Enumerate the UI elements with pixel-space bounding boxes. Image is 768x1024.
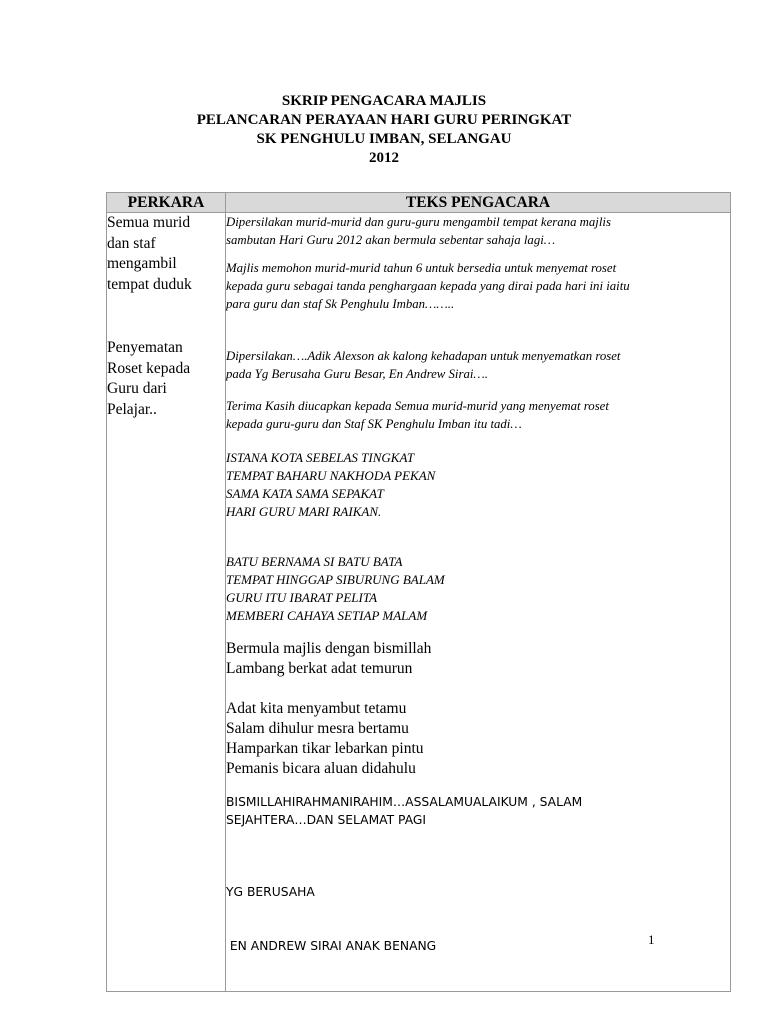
perkara-line: Semua murid bbox=[107, 214, 191, 231]
table-header-row bbox=[107, 193, 731, 213]
text-line: para guru dan staf Sk Penghulu Imban…….. bbox=[226, 297, 455, 311]
text-line: sambutan Hari Guru 2012 akan bermula sebentar sahaja lagi… bbox=[226, 233, 556, 247]
text-line: kepada guru-guru dan Staf SK Penghulu Imban itu tadi… bbox=[226, 417, 522, 431]
perkara-line: dan staf bbox=[107, 234, 156, 252]
text-line: Majlis memohon murid-murid tahun 6 untuk bersedia untuk menyemat roset bbox=[226, 261, 617, 275]
text-line: YG BERUSAHA bbox=[226, 885, 315, 899]
verse-line: GURU ITU IBARAT PELITA bbox=[226, 590, 378, 605]
table-row bbox=[107, 213, 731, 992]
verse-line: Hamparkan tikar lebarkan pintu bbox=[226, 740, 424, 757]
script-paragraph bbox=[226, 259, 730, 313]
verse-line: TEMPAT BAHARU NAKHODA PEKAN bbox=[226, 468, 436, 483]
verse-line: SAMA KATA SAMA SEPAKAT bbox=[226, 486, 384, 501]
pantun-verse bbox=[226, 639, 730, 679]
perkara-item bbox=[107, 213, 225, 295]
title-line: SK PENGHULU IMBAN, SELANGAU bbox=[256, 131, 512, 147]
perkara-cell bbox=[107, 213, 226, 992]
document-title bbox=[0, 92, 768, 168]
verse-line: ISTANA KOTA SEBELAS TINGKAT bbox=[226, 450, 415, 465]
title-year: 2012 bbox=[369, 150, 399, 166]
text-line: pada Yg Berusaha Guru Besar, En Andrew Sirai…. bbox=[226, 367, 488, 381]
script-paragraph bbox=[226, 347, 730, 383]
verse-line: HARI GURU MARI RAIKAN. bbox=[226, 504, 382, 519]
script-paragraph bbox=[226, 213, 730, 249]
header-perkara: PERKARA bbox=[107, 193, 226, 213]
title-line: SKRIP PENGACARA MAJLIS bbox=[281, 93, 487, 109]
verse-line: Bermula majlis dengan bismillah bbox=[226, 640, 432, 657]
verse-line: Salam dihulur mesra bertamu bbox=[226, 720, 409, 737]
text-line: SEJAHTERA…DAN SELAMAT PAGI bbox=[226, 813, 427, 827]
text-line: Terima Kasih diucapkan kepada Semua murid-murid yang menyemat roset bbox=[226, 399, 609, 413]
pantun-verse bbox=[226, 553, 730, 625]
pantun-verse bbox=[226, 699, 730, 779]
verse-line: Lambang berkat adat temurun bbox=[226, 660, 413, 677]
perkara-item bbox=[107, 338, 225, 420]
greeting-paragraph bbox=[226, 793, 730, 829]
header-teks-pengacara: TEKS PENGACARA bbox=[226, 193, 731, 213]
script-paragraph bbox=[226, 397, 730, 433]
teks-pengacara-cell bbox=[226, 213, 731, 992]
verse-line: MEMBERI CAHAYA SETIAP MALAM bbox=[226, 608, 428, 623]
verse-line: Pemanis bicara aluan didahulu bbox=[226, 760, 416, 777]
perkara-line: Penyematan bbox=[107, 339, 183, 356]
perkara-line: Roset kepada bbox=[107, 359, 191, 377]
script-table bbox=[106, 192, 731, 992]
pantun-verse bbox=[226, 449, 730, 521]
verse-line: TEMPAT HINGGAP SIBURUNG BALAM bbox=[226, 572, 445, 587]
address-paragraph bbox=[226, 847, 730, 991]
verse-line: Adat kita menyambut tetamu bbox=[226, 700, 407, 717]
text-line: EN ANDREW SIRAI ANAK BENANG bbox=[226, 939, 437, 953]
page-number: 1 bbox=[648, 932, 655, 947]
title-line: PELANCARAN PERAYAAN HARI GURU PERINGKAT bbox=[196, 112, 572, 128]
perkara-line: Pelajar.. bbox=[107, 400, 157, 418]
verse-line: BATU BERNAMA SI BATU BATA bbox=[226, 554, 403, 569]
text-line: Dipersilakan….Adik Alexson ak kalong kehadapan untuk menyematkan roset bbox=[226, 349, 621, 363]
perkara-line: mengambil bbox=[107, 255, 177, 272]
perkara-line: tempat duduk bbox=[107, 275, 192, 293]
text-line: kepada guru sebagai tanda penghargaan kepada yang dirai pada hari ini iaitu bbox=[226, 279, 630, 293]
text-line: BISMILLAHIRAHMANIRAHIM…ASSALAMUALAIKUM , SALAM bbox=[226, 795, 583, 809]
text-line: Dipersilakan murid-murid dan guru-guru mengambil tempat kerana majlis bbox=[226, 215, 611, 229]
perkara-line: Guru dari bbox=[107, 380, 167, 397]
